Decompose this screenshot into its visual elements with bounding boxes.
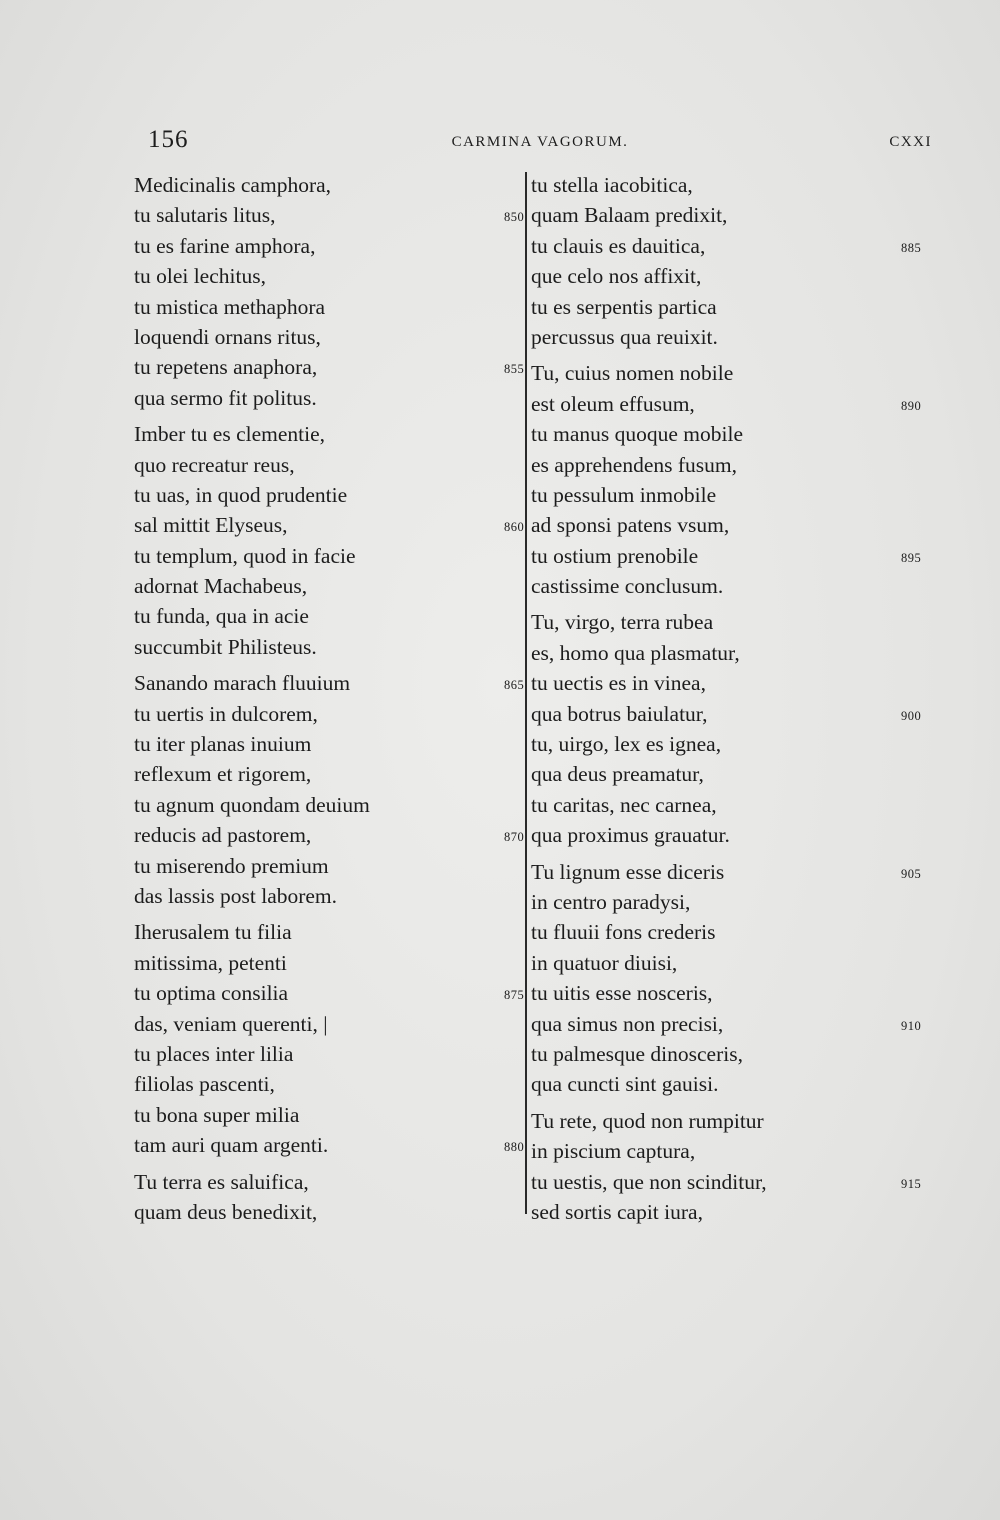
verse-line-text: castissime conclusum. [531, 574, 724, 599]
verse-line-text: tu iter planas inuium [134, 732, 312, 757]
verse-line-text: tu salutaris litus, [134, 203, 276, 228]
verse-line [134, 1039, 554, 1069]
verse-line [531, 200, 951, 230]
line-number: 900 [901, 708, 922, 723]
verse-line [134, 881, 554, 911]
verse-line-text: Tu lignum esse diceris [531, 859, 725, 884]
verse-line-text: quam Balaam predixit, [531, 203, 728, 228]
verse-line [134, 322, 554, 352]
stanza [134, 1167, 554, 1228]
verse-line-text: tu olei lechitus, [134, 264, 266, 289]
verse-line [531, 1039, 951, 1069]
verse-line [531, 231, 951, 261]
verse-line-text: que celo nos affixit, [531, 264, 702, 289]
verse-line-text: reducis ad pastorem, [134, 823, 312, 848]
line-number: 850 [504, 210, 525, 225]
verse-line [531, 948, 951, 978]
verse-line-text: in piscium captura, [531, 1139, 696, 1164]
verse-line-text: Tu terra es saluifica, [134, 1169, 309, 1194]
verse-line [531, 699, 951, 729]
verse-line [134, 170, 554, 200]
verse-line [531, 510, 951, 540]
verse-line-text: filiolas pascenti, [134, 1072, 275, 1097]
stanza [531, 358, 951, 601]
verse-line [531, 759, 951, 789]
verse-line [531, 292, 951, 322]
verse-line [134, 729, 554, 759]
verse-line [134, 699, 554, 729]
verse-line [531, 1167, 951, 1197]
verse-line-text: percussus qua reuixit. [531, 324, 718, 349]
verse-line [134, 820, 554, 850]
verse-line [134, 851, 554, 881]
verse-line [134, 419, 554, 449]
right-verse-column [531, 170, 951, 1233]
stanza [134, 419, 554, 662]
verse-line-text: tu fluuii fons crederis [531, 920, 716, 945]
verse-line-text: est oleum effusum, [531, 391, 695, 416]
verse-line [134, 1009, 554, 1039]
verse-line-text: tu es farine amphora, [134, 233, 316, 258]
verse-line-text: Tu, virgo, terra rubea [531, 610, 714, 635]
verse-line [531, 638, 951, 668]
verse-line-text: adornat Machabeus, [134, 574, 308, 599]
verse-line [531, 1009, 951, 1039]
verse-line [531, 541, 951, 571]
verse-line-text: tu, uirgo, lex es ignea, [531, 732, 722, 757]
verse-line [134, 200, 554, 230]
verse-line [531, 668, 951, 698]
stanza [531, 857, 951, 1100]
verse-line-text: tam auri quam argenti. [134, 1133, 329, 1158]
verse-line-text: das lassis post laborem. [134, 883, 338, 908]
verse-line-text: qua simus non precisi, [531, 1011, 724, 1036]
verse-line [531, 887, 951, 917]
verse-line [531, 729, 951, 759]
verse-line-text: Medicinalis camphora, [134, 173, 332, 197]
verse-line-text: qua cuncti sint gauisi. [531, 1072, 719, 1097]
verse-line-text: reflexum et rigorem, [134, 762, 312, 787]
verse-line [134, 571, 554, 601]
line-number: 910 [901, 1018, 922, 1033]
line-number: 860 [504, 520, 525, 535]
line-number: 870 [504, 830, 525, 845]
verse-line [134, 948, 554, 978]
verse-line [531, 322, 951, 352]
verse-line-text: Iherusalem tu filia [134, 920, 292, 945]
verse-line [531, 607, 951, 637]
verse-line [531, 480, 951, 510]
line-number: 905 [901, 866, 922, 881]
verse-line [531, 358, 951, 388]
verse-line [531, 978, 951, 1008]
verse-line-text: tu funda, qua in acie [134, 604, 309, 629]
stanza [531, 607, 951, 850]
verse-line-text: mitissima, petenti [134, 950, 287, 975]
page-header [148, 126, 932, 160]
verse-line [134, 978, 554, 1008]
stanza [134, 668, 554, 911]
line-number: 875 [504, 988, 525, 1003]
verse-line-text: succumbit Philisteus. [134, 634, 317, 659]
verse-line-text: tu clauis es dauitica, [531, 233, 706, 258]
verse-line-text: tu ostium prenobile [531, 543, 699, 568]
running-title: CARMINA VAGORUM. [451, 134, 629, 150]
verse-line-text: Tu rete, quod non rumpitur [531, 1108, 764, 1133]
verse-line-text: ad sponsi patens vsum, [531, 513, 730, 538]
line-number: 865 [504, 678, 525, 693]
verse-line [531, 571, 951, 601]
verse-line [531, 790, 951, 820]
verse-line-text: Sanando marach fluuium [134, 671, 351, 696]
verse-line-text: tu bona super milia [134, 1102, 300, 1127]
verse-line [134, 1069, 554, 1099]
line-number: 895 [901, 550, 922, 565]
line-number: 885 [901, 240, 922, 255]
verse-line-text: tu palmesque dinosceris, [531, 1041, 743, 1066]
verse-line-text: tu places inter lilia [134, 1041, 294, 1066]
section-number: CXXI [889, 134, 932, 150]
verse-line-text: das, veniam querenti, | [134, 1011, 328, 1036]
verse-line-text: tu miserendo premium [134, 853, 329, 878]
verse-line-text: tu manus quoque mobile [531, 422, 743, 447]
verse-line-text: quam deus benedixit, [134, 1199, 318, 1224]
stanza [134, 917, 554, 1160]
verse-line [531, 1197, 951, 1227]
verse-line-text: in quatuor diuisi, [531, 950, 678, 975]
verse-line [531, 1069, 951, 1099]
verse-line [134, 1197, 554, 1227]
verse-line [134, 231, 554, 261]
verse-line [531, 389, 951, 419]
verse-line [531, 419, 951, 449]
verse-line-text: tu optima consilia [134, 981, 289, 1006]
verse-line [531, 261, 951, 291]
verse-line-text: sed sortis capit iura, [531, 1199, 703, 1224]
column-divider [525, 172, 527, 1214]
verse-line [134, 352, 554, 382]
verse-line-text: tu repetens anaphora, [134, 355, 318, 380]
verse-line [134, 261, 554, 291]
verse-line-text: tu uas, in quod prudentie [134, 482, 348, 507]
verse-line-text: tu es serpentis partica [531, 294, 717, 319]
line-number: 890 [901, 398, 922, 413]
verse-line [134, 450, 554, 480]
verse-line [134, 292, 554, 322]
verse-line [134, 1100, 554, 1130]
verse-line [531, 917, 951, 947]
verse-line-text: quo recreatur reus, [134, 452, 295, 477]
verse-line [134, 541, 554, 571]
verse-line [134, 1167, 554, 1197]
verse-line-text: Imber tu es clementie, [134, 422, 326, 447]
verse-line [531, 170, 951, 200]
verse-line-text: tu uestis, que non scinditur, [531, 1169, 767, 1194]
line-number: 880 [504, 1140, 525, 1155]
verse-line [531, 1136, 951, 1166]
verse-line-text: tu mistica methaphora [134, 294, 326, 319]
verse-line [134, 790, 554, 820]
verse-line-text: qua deus preamatur, [531, 762, 704, 787]
verse-line-text: qua botrus baiulatur, [531, 701, 708, 726]
verse-line [531, 857, 951, 887]
line-number: 915 [901, 1176, 922, 1191]
line-number: 855 [504, 362, 525, 377]
verse-line [134, 480, 554, 510]
verse-line [531, 820, 951, 850]
verse-line-text: tu caritas, nec carnea, [531, 792, 717, 817]
verse-line [134, 917, 554, 947]
verse-line-text: loquendi ornans ritus, [134, 324, 321, 349]
verse-line [531, 1106, 951, 1136]
verse-line-text: es, homo qua plasmatur, [531, 640, 740, 665]
verse-line-text: tu templum, quod in facie [134, 543, 356, 568]
stanza [531, 1106, 951, 1228]
verse-line-text: Tu, cuius nomen nobile [531, 361, 734, 386]
verse-line-text: tu stella iacobitica, [531, 173, 693, 197]
verse-line-text: es apprehendens fusum, [531, 452, 737, 477]
stanza [531, 170, 951, 352]
verse-line [531, 450, 951, 480]
verse-line [134, 759, 554, 789]
verse-line [134, 601, 554, 631]
verse-line-text: tu uertis in dulcorem, [134, 701, 318, 726]
verse-line [134, 510, 554, 540]
verse-line-text: tu agnum quondam deuium [134, 792, 370, 817]
verse-line-text: qua proximus grauatur. [531, 823, 730, 848]
stanza [134, 170, 554, 413]
verse-line-text: qua sermo fit politus. [134, 385, 317, 410]
verse-line [134, 632, 554, 662]
verse-line-text: sal mittit Elyseus, [134, 513, 288, 538]
verse-line [134, 1130, 554, 1160]
verse-line-text: in centro paradysi, [531, 889, 691, 914]
verse-line-text: tu pessulum inmobile [531, 482, 717, 507]
verse-line-text: tu uectis es in vinea, [531, 671, 706, 696]
page-number: 156 [148, 126, 189, 153]
verse-line [134, 383, 554, 413]
verse-line-text: tu uitis esse nosceris, [531, 981, 713, 1006]
verse-line [134, 668, 554, 698]
left-verse-column [134, 170, 554, 1233]
